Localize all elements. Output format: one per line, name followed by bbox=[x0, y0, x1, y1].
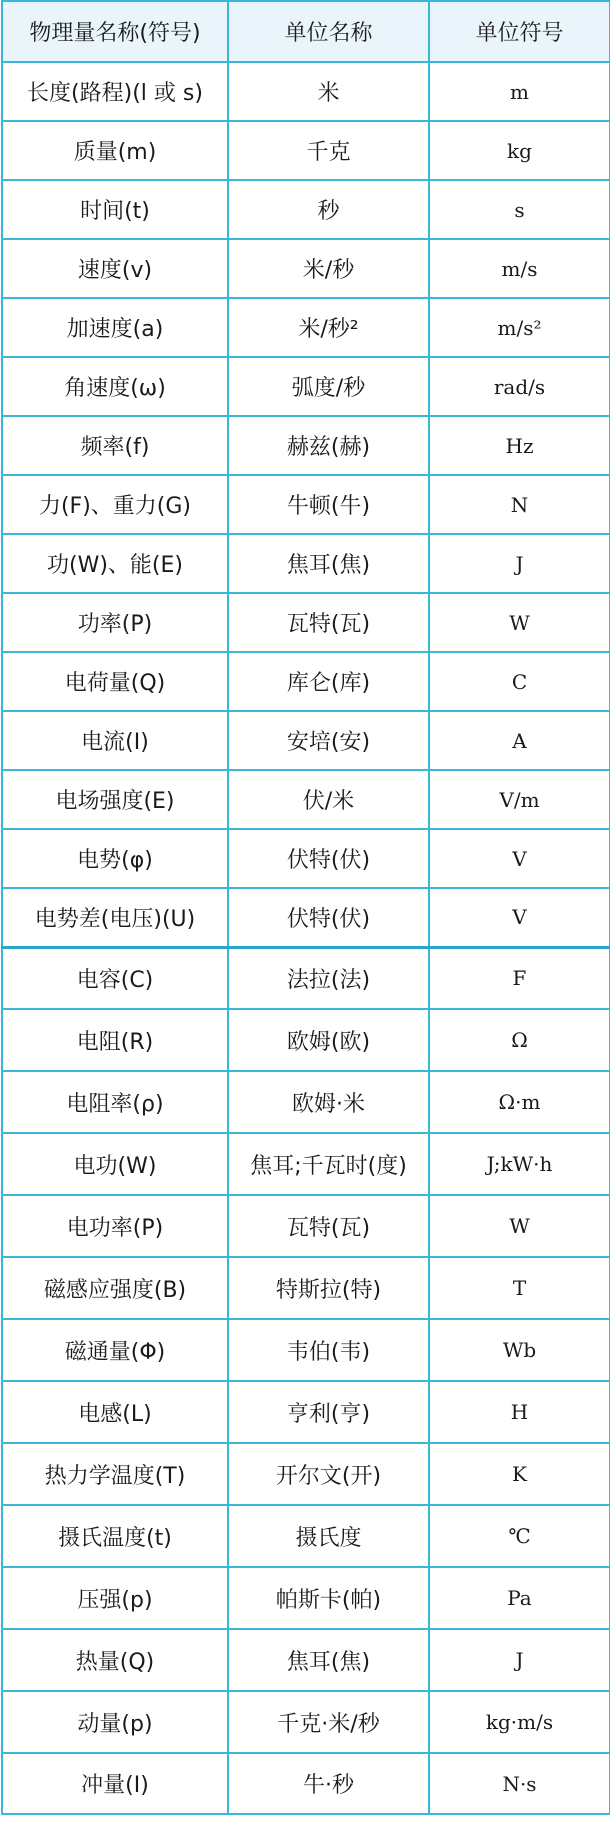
unit-symbol-cell: N·s bbox=[429, 1753, 610, 1814]
unit-symbol-cell: W bbox=[429, 593, 610, 652]
quantity-cell: 电流(I) bbox=[2, 711, 228, 770]
table-row bbox=[2, 770, 610, 829]
header-unit-name: 单位名称 bbox=[228, 1, 429, 62]
quantity-cell: 力(F)、重力(G) bbox=[2, 475, 228, 534]
quantity-cell: 电感(L) bbox=[2, 1381, 228, 1443]
physics-units-table bbox=[1, 0, 610, 1815]
table-row bbox=[2, 1691, 610, 1753]
quantity-cell: 功率(P) bbox=[2, 593, 228, 652]
unit-symbol-cell: kg bbox=[429, 121, 610, 180]
unit-symbol-cell: J bbox=[429, 534, 610, 593]
unit-name-cell: 帕斯卡(帕) bbox=[228, 1567, 429, 1629]
unit-symbol-cell: A bbox=[429, 711, 610, 770]
quantity-cell: 磁感应强度(B) bbox=[2, 1257, 228, 1319]
table-row bbox=[2, 1071, 610, 1133]
table-row bbox=[2, 1381, 610, 1443]
quantity-cell: 热量(Q) bbox=[2, 1629, 228, 1691]
header-quantity: 物理量名称(符号) bbox=[2, 1, 228, 62]
table-row bbox=[2, 947, 610, 1009]
quantity-cell: 热力学温度(T) bbox=[2, 1443, 228, 1505]
quantity-cell: 角速度(ω) bbox=[2, 357, 228, 416]
unit-symbol-cell: Pa bbox=[429, 1567, 610, 1629]
table-row bbox=[2, 1319, 610, 1381]
unit-name-cell: 库仑(库) bbox=[228, 652, 429, 711]
unit-symbol-cell: m/s bbox=[429, 239, 610, 298]
unit-name-cell: 韦伯(韦) bbox=[228, 1319, 429, 1381]
unit-symbol-cell: m/s² bbox=[429, 298, 610, 357]
unit-name-cell: 米/秒² bbox=[228, 298, 429, 357]
quantity-cell: 动量(p) bbox=[2, 1691, 228, 1753]
quantity-cell: 功(W)、能(E) bbox=[2, 534, 228, 593]
unit-name-cell: 焦耳(焦) bbox=[228, 1629, 429, 1691]
unit-name-cell: 秒 bbox=[228, 180, 429, 239]
table-row bbox=[2, 298, 610, 357]
unit-symbol-cell: V bbox=[429, 829, 610, 888]
quantity-cell: 加速度(a) bbox=[2, 298, 228, 357]
table-row bbox=[2, 1505, 610, 1567]
table-row bbox=[2, 1567, 610, 1629]
unit-symbol-cell: Wb bbox=[429, 1319, 610, 1381]
unit-name-cell: 伏特(伏) bbox=[228, 888, 429, 947]
unit-symbol-cell: W bbox=[429, 1195, 610, 1257]
unit-symbol-cell: N bbox=[429, 475, 610, 534]
header-unit-symbol: 单位符号 bbox=[429, 1, 610, 62]
table-row bbox=[2, 121, 610, 180]
unit-name-cell: 伏特(伏) bbox=[228, 829, 429, 888]
unit-name-cell: 特斯拉(特) bbox=[228, 1257, 429, 1319]
quantity-cell: 磁通量(Φ) bbox=[2, 1319, 228, 1381]
quantity-cell: 电功率(P) bbox=[2, 1195, 228, 1257]
unit-symbol-cell: Ω bbox=[429, 1009, 610, 1071]
table-row bbox=[2, 1753, 610, 1814]
table-row bbox=[2, 711, 610, 770]
table-row bbox=[2, 475, 610, 534]
unit-symbol-cell: H bbox=[429, 1381, 610, 1443]
table-row bbox=[2, 357, 610, 416]
quantity-cell: 速度(v) bbox=[2, 239, 228, 298]
quantity-cell: 电阻率(ρ) bbox=[2, 1071, 228, 1133]
unit-name-cell: 安培(安) bbox=[228, 711, 429, 770]
table-row bbox=[2, 1257, 610, 1319]
unit-name-cell: 弧度/秒 bbox=[228, 357, 429, 416]
quantity-cell: 电功(W) bbox=[2, 1133, 228, 1195]
unit-name-cell: 瓦特(瓦) bbox=[228, 1195, 429, 1257]
unit-symbol-cell: m bbox=[429, 62, 610, 121]
unit-name-cell: 赫兹(赫) bbox=[228, 416, 429, 475]
quantity-cell: 压强(p) bbox=[2, 1567, 228, 1629]
unit-name-cell: 亨利(亨) bbox=[228, 1381, 429, 1443]
table-row bbox=[2, 888, 610, 947]
table-row bbox=[2, 1443, 610, 1505]
unit-name-cell: 法拉(法) bbox=[228, 947, 429, 1009]
unit-name-cell: 千克 bbox=[228, 121, 429, 180]
quantity-cell: 时间(t) bbox=[2, 180, 228, 239]
quantity-cell: 电势差(电压)(U) bbox=[2, 888, 228, 947]
quantity-cell: 摄氏温度(t) bbox=[2, 1505, 228, 1567]
unit-name-cell: 焦耳(焦) bbox=[228, 534, 429, 593]
unit-symbol-cell: V bbox=[429, 888, 610, 947]
table-row bbox=[2, 652, 610, 711]
quantity-cell: 电荷量(Q) bbox=[2, 652, 228, 711]
table-row bbox=[2, 829, 610, 888]
table-body bbox=[2, 62, 610, 1814]
unit-symbol-cell: K bbox=[429, 1443, 610, 1505]
quantity-cell: 电阻(R) bbox=[2, 1009, 228, 1071]
unit-name-cell: 开尔文(开) bbox=[228, 1443, 429, 1505]
unit-name-cell: 欧姆(欧) bbox=[228, 1009, 429, 1071]
unit-symbol-cell: Ω·m bbox=[429, 1071, 610, 1133]
unit-symbol-cell: C bbox=[429, 652, 610, 711]
unit-name-cell: 伏/米 bbox=[228, 770, 429, 829]
unit-name-cell: 千克·米/秒 bbox=[228, 1691, 429, 1753]
unit-name-cell: 牛·秒 bbox=[228, 1753, 429, 1814]
unit-name-cell: 欧姆·米 bbox=[228, 1071, 429, 1133]
unit-symbol-cell: kg·m/s bbox=[429, 1691, 610, 1753]
quantity-cell: 频率(f) bbox=[2, 416, 228, 475]
unit-symbol-cell: F bbox=[429, 947, 610, 1009]
table-row bbox=[2, 62, 610, 121]
table-row bbox=[2, 416, 610, 475]
unit-symbol-cell: ℃ bbox=[429, 1505, 610, 1567]
table-row bbox=[2, 1009, 610, 1071]
unit-symbol-cell: V/m bbox=[429, 770, 610, 829]
quantity-cell: 电容(C) bbox=[2, 947, 228, 1009]
unit-name-cell: 瓦特(瓦) bbox=[228, 593, 429, 652]
header-row bbox=[2, 1, 610, 62]
unit-symbol-cell: T bbox=[429, 1257, 610, 1319]
unit-name-cell: 米/秒 bbox=[228, 239, 429, 298]
unit-name-cell: 焦耳;千瓦时(度) bbox=[228, 1133, 429, 1195]
quantity-cell: 长度(路程)(l 或 s) bbox=[2, 62, 228, 121]
unit-symbol-cell: Hz bbox=[429, 416, 610, 475]
quantity-cell: 冲量(I) bbox=[2, 1753, 228, 1814]
table-row bbox=[2, 180, 610, 239]
unit-symbol-cell: s bbox=[429, 180, 610, 239]
table-row bbox=[2, 534, 610, 593]
unit-symbol-cell: rad/s bbox=[429, 357, 610, 416]
unit-symbol-cell: J;kW·h bbox=[429, 1133, 610, 1195]
table-row bbox=[2, 1629, 610, 1691]
unit-name-cell: 摄氏度 bbox=[228, 1505, 429, 1567]
unit-name-cell: 米 bbox=[228, 62, 429, 121]
unit-symbol-cell: J bbox=[429, 1629, 610, 1691]
table-row bbox=[2, 1133, 610, 1195]
quantity-cell: 电势(φ) bbox=[2, 829, 228, 888]
table-row bbox=[2, 239, 610, 298]
table-row bbox=[2, 1195, 610, 1257]
quantity-cell: 质量(m) bbox=[2, 121, 228, 180]
quantity-cell: 电场强度(E) bbox=[2, 770, 228, 829]
unit-name-cell: 牛顿(牛) bbox=[228, 475, 429, 534]
table-row bbox=[2, 593, 610, 652]
